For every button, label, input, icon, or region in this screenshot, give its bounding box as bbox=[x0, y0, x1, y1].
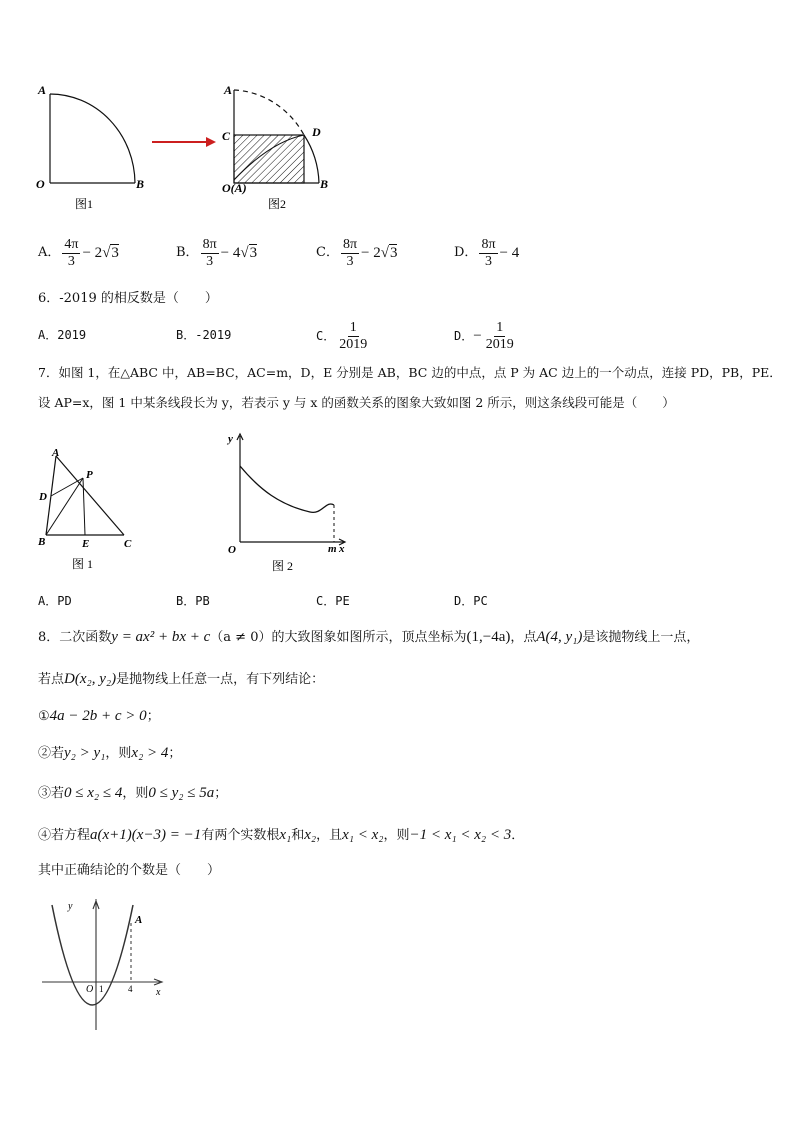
curve bbox=[240, 466, 334, 512]
label-oa: O(A) bbox=[222, 181, 247, 195]
caption: 图2 bbox=[268, 197, 287, 211]
fraction: $\frac{8\pi}{3}$ bbox=[481, 236, 496, 269]
quarter-circle-arc bbox=[50, 94, 135, 183]
label-m: m bbox=[328, 543, 337, 555]
q8-stem-line1: 8．二次函数y = ax² + bx + c（a ≠ 0）的大致图象如图所示，顶点坐标为(1,−4a)，点A(4, y₁)是该抛物线上一点， bbox=[38, 629, 700, 645]
q5-option-b[interactable] bbox=[176, 236, 257, 270]
label-a: A bbox=[224, 83, 233, 97]
q6-option-d[interactable]: D． − $\frac{1}{2019}$ bbox=[454, 319, 514, 352]
rest: − 2 bbox=[361, 245, 381, 261]
q7-stem-line1: 7．如图 1，在△ABC 中，AB=BC，AC=m，D，E 分别是 AB，BC 边的中点，点 P 为 AC 边上的一个动点，连接 PD，PB，PE． bbox=[38, 365, 782, 380]
rest: − 4 bbox=[220, 245, 241, 261]
rest: − 4 bbox=[499, 245, 520, 261]
fraction: $\frac{8\pi}{3}$ bbox=[342, 236, 358, 269]
option-letter: C． bbox=[316, 245, 339, 260]
option-letter: A． bbox=[38, 245, 61, 260]
q5-fig2 bbox=[220, 80, 350, 215]
option-letter: B． bbox=[176, 245, 199, 260]
label-a: A bbox=[38, 83, 47, 97]
label-c: C bbox=[124, 538, 132, 550]
q5-fig1 bbox=[30, 80, 160, 215]
q7-fig1-triangle bbox=[36, 448, 146, 573]
label-c: C bbox=[222, 129, 231, 143]
q5-option-a[interactable] bbox=[38, 236, 119, 270]
q6-stem: 6．-2019 的相反数是（ ） bbox=[38, 291, 218, 306]
label-o: O bbox=[86, 984, 94, 995]
fraction: $\frac{8\pi}{3}$ bbox=[202, 236, 217, 269]
label-b: B bbox=[136, 177, 145, 191]
shaded-region bbox=[234, 135, 304, 183]
q8-conclusion-4: ④若方程a(x+1)(x−3) = −1有两个实数根x₁和x₂，且x₁ < x₂，则−1 < x₁ < x₂ < 3． bbox=[38, 827, 525, 843]
option-letter: D． bbox=[454, 245, 478, 260]
caption: 图1 bbox=[75, 197, 94, 211]
label-x: x bbox=[339, 543, 345, 555]
label-b: B bbox=[320, 177, 329, 191]
label-a: A bbox=[135, 914, 143, 926]
sqrt: √3 bbox=[380, 245, 398, 261]
q5-option-d[interactable] bbox=[454, 236, 519, 270]
q8-conclusion-3: ③若0 ≤ x₂ ≤ 4，则0 ≤ y₂ ≤ 5a； bbox=[38, 785, 228, 801]
label-1: 1 bbox=[99, 984, 104, 994]
label-d: D bbox=[39, 491, 47, 503]
q6-option-b[interactable]: B．-2019 bbox=[176, 328, 232, 342]
sqrt: √3 bbox=[102, 245, 119, 261]
q7-stem-line2: 设 AP=x，图 1 中某条线段长为 y，若表示 y 与 x 的函数关系的图象大致如图 2 所示，则这条线段可能是（ ） bbox=[38, 395, 675, 410]
label-d: D bbox=[312, 125, 321, 139]
rest: − 2 bbox=[82, 245, 103, 261]
label-o: O bbox=[36, 177, 45, 191]
label-e: E bbox=[82, 538, 90, 550]
label-p: P bbox=[86, 469, 93, 481]
q5-option-c[interactable] bbox=[316, 236, 397, 270]
q8-question: 其中正确结论的个数是（ ） bbox=[38, 863, 221, 878]
label-4: 4 bbox=[128, 984, 133, 994]
sqrt: √3 bbox=[240, 245, 258, 261]
label-o: O bbox=[228, 544, 236, 556]
label-b: B bbox=[38, 536, 46, 548]
label-y: y bbox=[68, 901, 73, 912]
caption: 图 2 bbox=[272, 559, 294, 573]
q8-conclusion-1: ①4a − 2b + c > 0； bbox=[38, 708, 160, 724]
q7-option-d[interactable]: D．PC bbox=[454, 594, 488, 608]
q8-stem-line2: 若点D(x₂, y₂)是抛物线上任意一点，有下列结论： bbox=[38, 671, 325, 687]
q8-conclusion-2: ②若y₂ > y₁，则x₂ > 4； bbox=[38, 745, 182, 761]
q6-option-c[interactable]: C． $\frac{1}{2019}$ bbox=[316, 319, 368, 352]
label-x: x bbox=[156, 987, 161, 998]
fraction: $\frac{4\pi}{3}$ bbox=[64, 236, 79, 269]
caption: 图 1 bbox=[72, 557, 94, 571]
q5-arrow bbox=[150, 132, 225, 152]
q8-parabola-graph bbox=[38, 895, 173, 1035]
label-y: y bbox=[228, 433, 233, 445]
solid-arc bbox=[304, 135, 319, 183]
q7-option-a[interactable]: A．PD bbox=[38, 594, 72, 608]
q6-option-a[interactable]: A．2019 bbox=[38, 328, 87, 342]
dashed-arc bbox=[234, 90, 304, 135]
label-a: A bbox=[52, 447, 60, 459]
q7-fig2-graph bbox=[220, 430, 360, 575]
q7-option-b[interactable]: B．PB bbox=[176, 594, 210, 608]
q7-option-c[interactable]: C．PE bbox=[316, 594, 350, 608]
